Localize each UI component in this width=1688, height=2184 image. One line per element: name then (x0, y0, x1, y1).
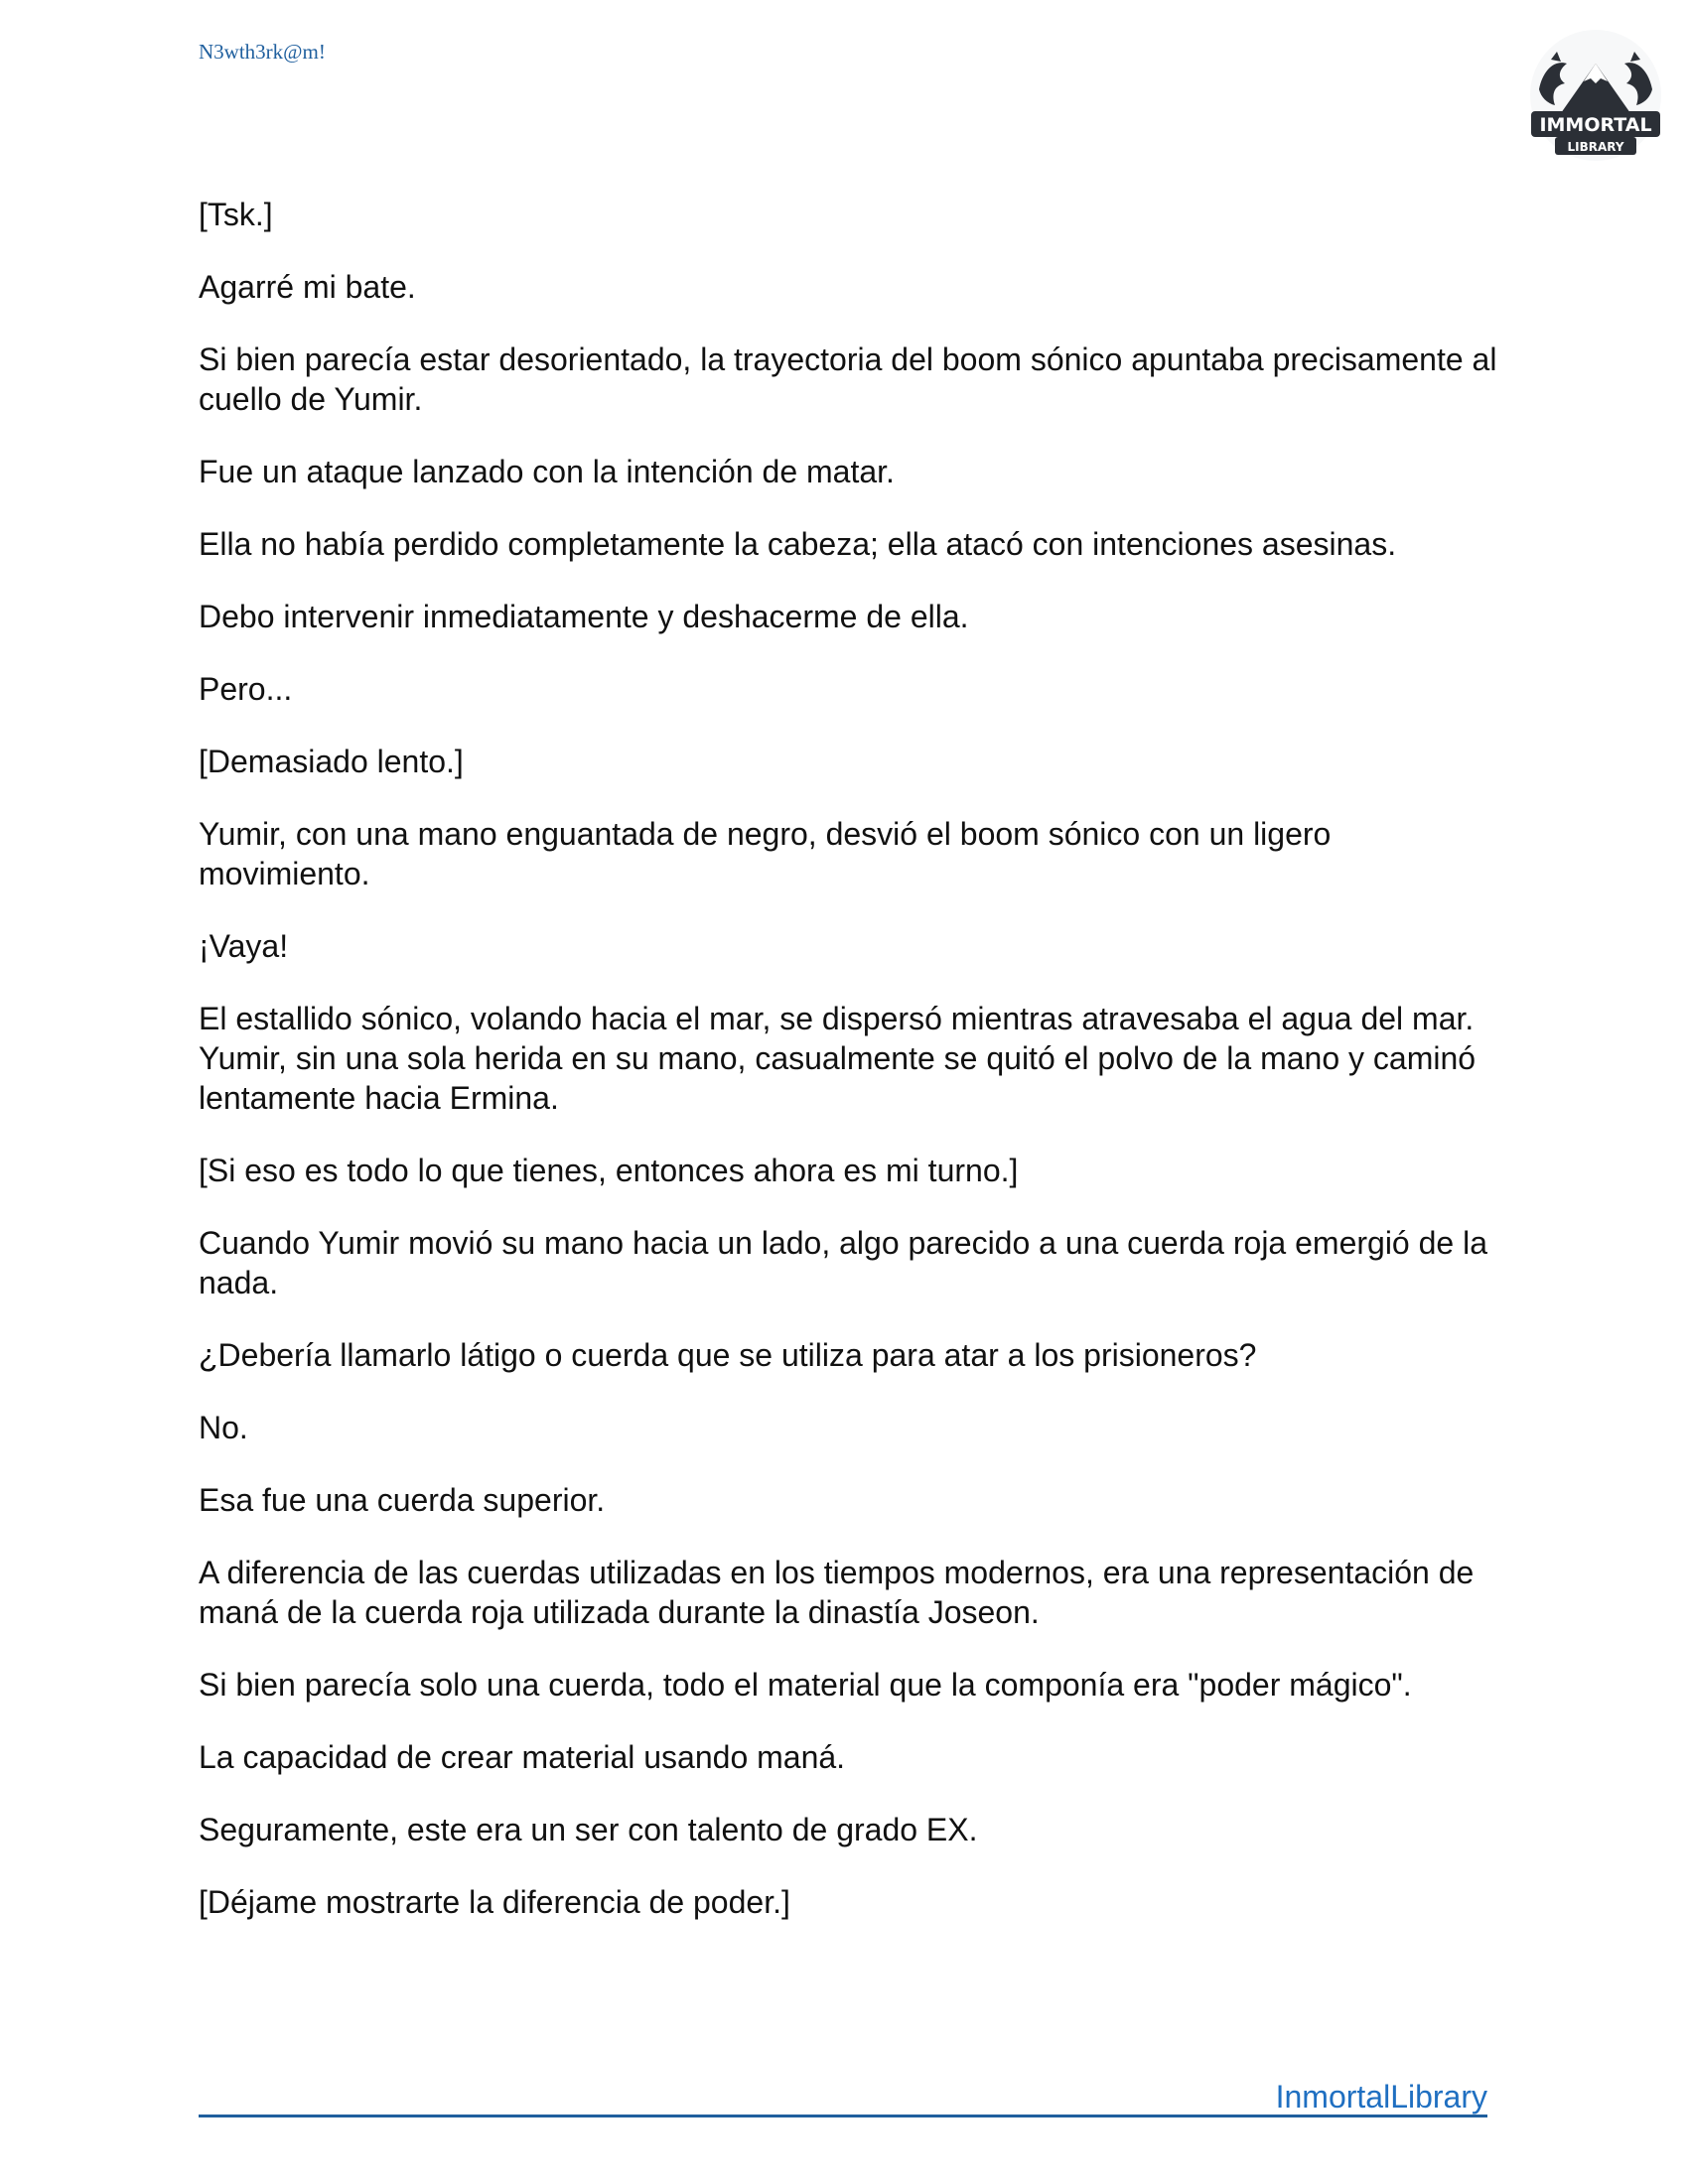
paragraph: El estallido sónico, volando hacia el mar, se dispersó mientras atravesaba el agua del mar. Yumir, sin una sola herida en su mano, casualmente se quitó el polvo de la mano y caminó lentamente hacia Ermina. (199, 1001, 1477, 1116)
paragraph: [Tsk.] (199, 197, 273, 232)
paragraph: No. (199, 1410, 248, 1445)
paragraph: Seguramente, este era un ser con talento de grado EX. (199, 1812, 978, 1847)
logo-text-immortal: IMMORTAL (1539, 114, 1652, 136)
paragraph: [Demasiado lento.] (199, 744, 464, 779)
paragraph: [Si eso es todo lo que tienes, entonces ahora es mi turno.] (199, 1153, 1019, 1188)
paragraph: La capacidad de crear material usando maná. (199, 1739, 846, 1775)
paragraph: Agarré mi bate. (199, 269, 416, 305)
immortal-library-logo (1521, 30, 1670, 167)
logo-text-library: LIBRARY (1567, 140, 1624, 154)
paragraph: Debo intervenir inmediatamente y deshacerme de ella. (199, 599, 969, 634)
paragraph: Si bien parecía estar desorientado, la trayectoria del boom sónico apuntaba precisamente al cuello de Yumir. (199, 341, 1497, 417)
paragraph: Esa fue una cuerda superior. (199, 1482, 606, 1518)
document-body (199, 195, 1499, 1955)
paragraph: ¿Debería llamarlo látigo o cuerda que se utiliza para atar a los prisioneros? (199, 1337, 1257, 1373)
paragraph: Si bien parecía solo una cuerda, todo el material que la componía era "poder mágico". (199, 1667, 1412, 1703)
paragraph: Ella no había perdido completamente la cabeza; ella atacó con intenciones asesinas. (199, 526, 1397, 562)
paragraph: Cuando Yumir movió su mano hacia un lado, algo parecido a una cuerda roja emergió de la nada. (199, 1225, 1487, 1300)
header-watermark: N3wth3rk@m! (199, 40, 326, 64)
footer-link[interactable]: InmortalLibrary (1275, 2079, 1487, 2115)
paragraph: ¡Vaya! (199, 928, 289, 964)
paragraph: A diferencia de las cuerdas utilizadas en los tiempos modernos, era una representación de maná de la cuerda roja utilizada durante la dinastía Joseon. (199, 1555, 1475, 1630)
paragraph: Fue un ataque lanzado con la intención de matar. (199, 454, 895, 489)
paragraph: [Déjame mostrarte la diferencia de poder.] (199, 1884, 790, 1920)
paragraph: Yumir, con una mano enguantada de negro, desvió el boom sónico con un ligero movimiento. (199, 816, 1332, 891)
paragraph: Pero... (199, 671, 293, 707)
